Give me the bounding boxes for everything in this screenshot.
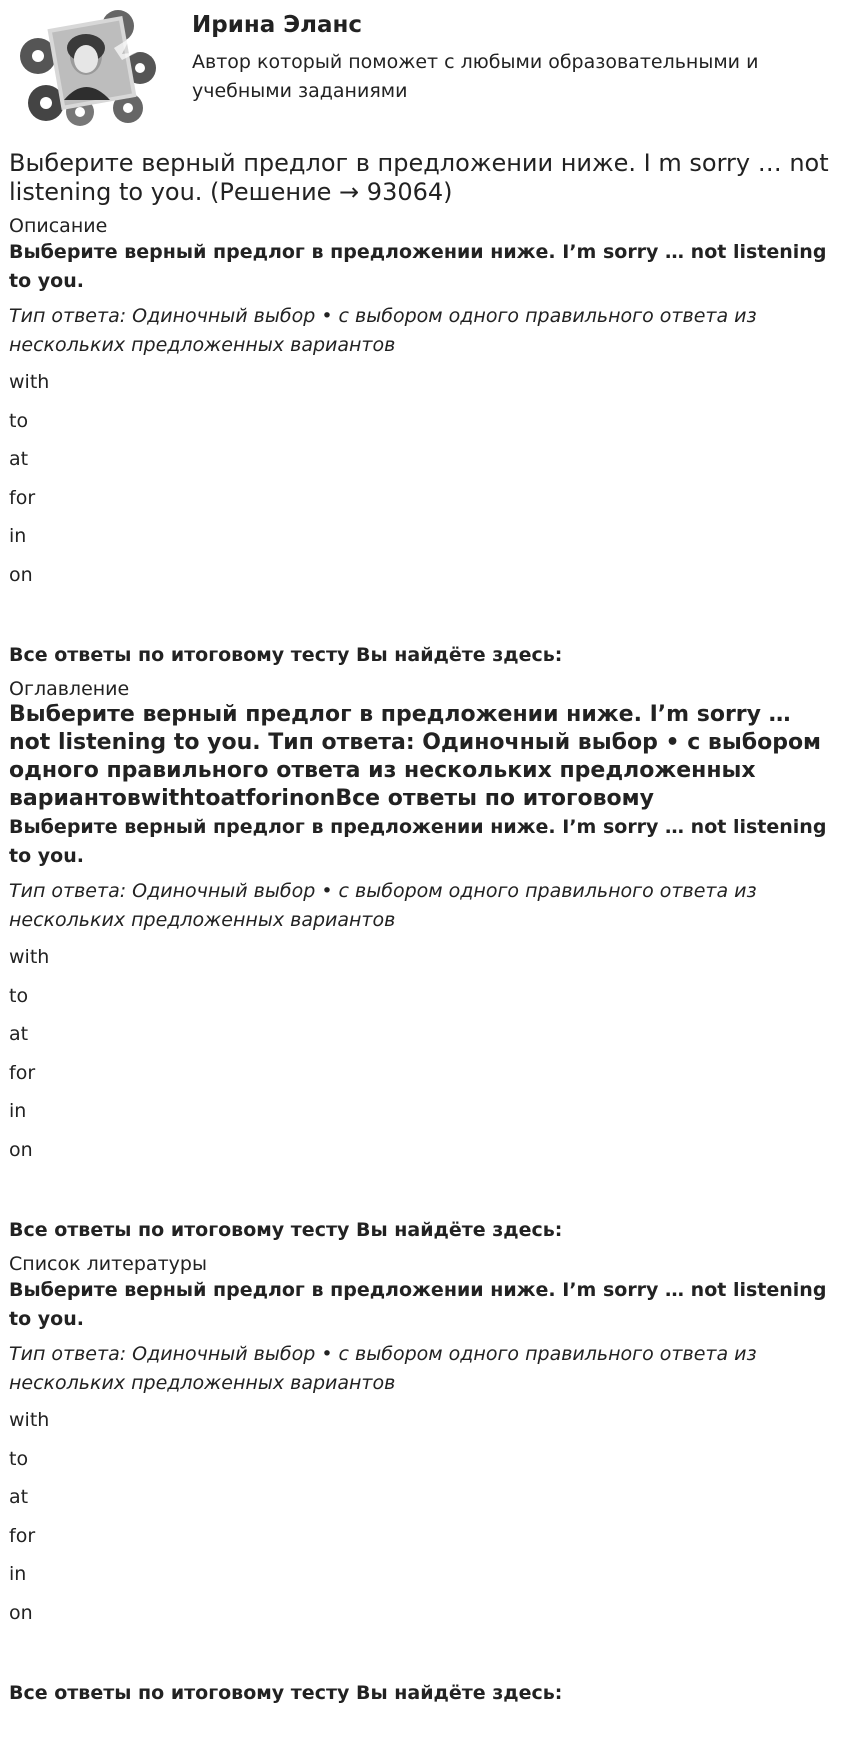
option-item: for	[9, 486, 36, 509]
all-answers-text: Все ответы по итоговому тесту Вы найдёте здесь:	[9, 644, 563, 666]
option-item: in	[9, 1100, 27, 1122]
toc-label: Оглавление	[9, 678, 130, 700]
option-item: with	[9, 1409, 50, 1431]
author-card	[9, 0, 838, 138]
toc-heading: Выберите верный предлог в предложении ниже. I’m sorry … not listening to you. Тип ответа: Одиночный выбор • с выбором одного правильного ответа из нескольких предложенных вариантовwithtoatforinonВсе ответы по итоговому	[9, 702, 822, 811]
option-item: at	[9, 1486, 29, 1508]
option-item: with	[9, 371, 50, 393]
option-item: to	[9, 984, 29, 1007]
option-item: for	[9, 1524, 36, 1547]
description-label: Описание	[9, 215, 108, 237]
option-item: on	[9, 1138, 33, 1161]
author-description: Автор который поможет с любыми образовательными и учебными заданиями	[192, 51, 759, 102]
option-item: for	[9, 1061, 36, 1084]
author-avatar	[18, 8, 158, 126]
description-section	[9, 214, 838, 667]
option-item: at	[9, 448, 29, 470]
answer-type: Тип ответа: Одиночный выбор • с выбором одного правильного ответа из нескольких предложенных вариантов	[9, 880, 757, 931]
answer-options	[9, 370, 838, 601]
option-item: to	[9, 409, 29, 432]
option-item: to	[9, 1447, 29, 1470]
answer-type: Тип ответа: Одиночный выбор • с выбором одного правильного ответа из нескольких предложенных вариантов	[9, 1343, 757, 1394]
answer-type: Тип ответа: Одиночный выбор • с выбором одного правильного ответа из нескольких предложенных вариантов	[9, 305, 757, 356]
option-item: on	[9, 563, 33, 586]
bibliography-section	[9, 1252, 838, 1705]
option-item: with	[9, 946, 50, 968]
question-text: Выберите верный предлог в предложении ниже. I’m sorry … not listening to you.	[9, 1279, 827, 1330]
toc-section	[9, 677, 838, 1242]
option-item: in	[9, 1563, 27, 1585]
answer-options	[9, 1408, 838, 1639]
option-item: on	[9, 1601, 33, 1624]
question-text: Выберите верный предлог в предложении ниже. I’m sorry … not listening to you.	[9, 816, 827, 867]
option-item: at	[9, 1023, 29, 1045]
all-answers-text: Все ответы по итоговому тесту Вы найдёте здесь:	[9, 1682, 563, 1704]
question-text: Выберите верный предлог в предложении ниже. I’m sorry … not listening to you.	[9, 241, 827, 292]
author-name[interactable]: Ирина Эланс	[192, 12, 363, 38]
option-item: in	[9, 525, 27, 547]
answer-options	[9, 945, 838, 1176]
page-title: Выберите верный предлог в предложении ниже. I m sorry … not listening to you. (Решение → 93064)	[9, 149, 829, 206]
bibliography-label: Список литературы	[9, 1253, 207, 1275]
all-answers-text: Все ответы по итоговому тесту Вы найдёте здесь:	[9, 1219, 563, 1241]
